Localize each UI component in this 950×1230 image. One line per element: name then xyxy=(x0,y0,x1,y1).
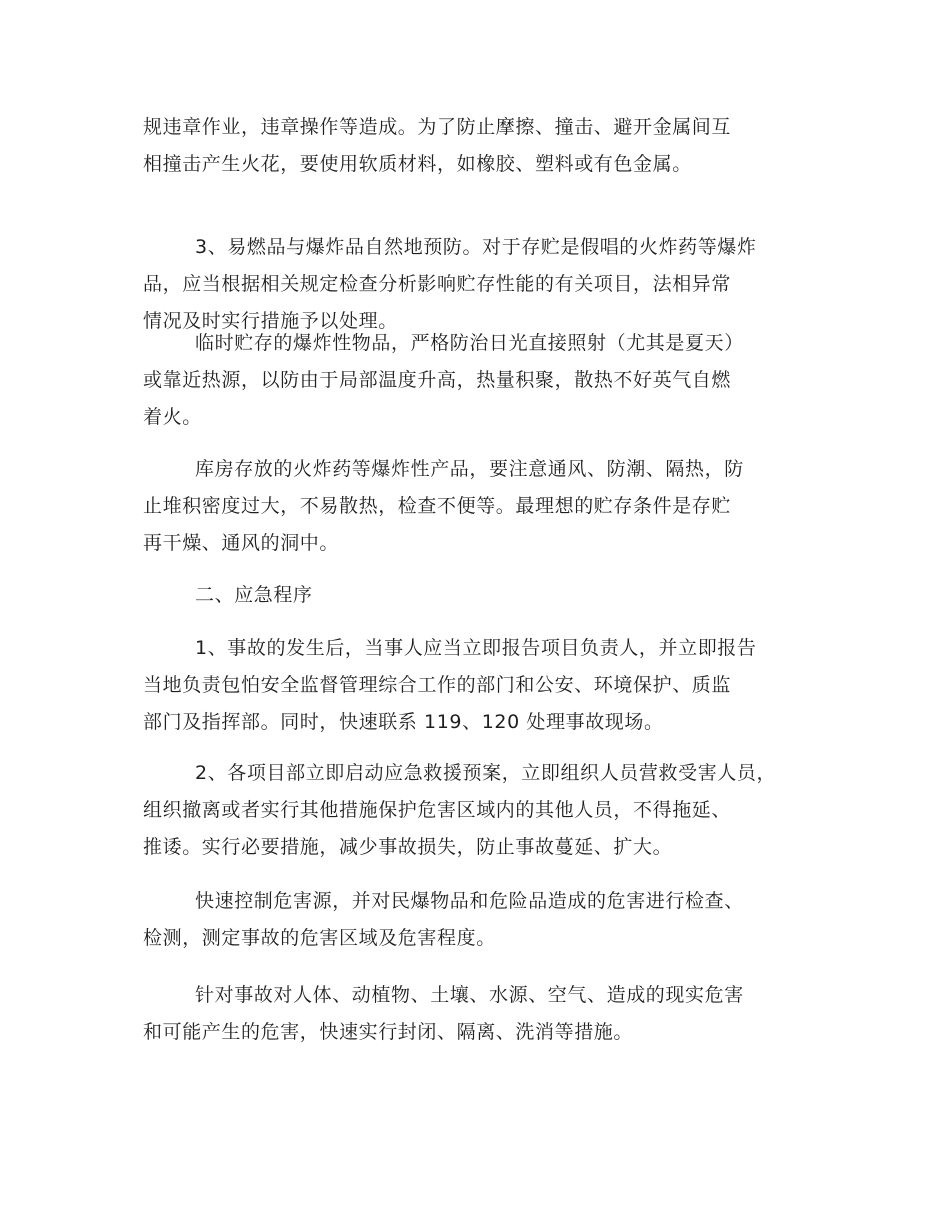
text-line: 库房存放的火炸药等爆炸性产品，要注意通风、防潮、隔热，防 xyxy=(195,458,744,480)
text-line: 或靠近热源，以防由于局部温度升高，热量积聚，散热不好英气自燃 xyxy=(143,369,732,391)
text-line: 针对事故对人体、动植物、土壤、水源、空气、造成的现实危害 xyxy=(195,984,744,1006)
text-line: 品，应当根据相关规定检查分析影响贮存性能的有关项目，法相异常 xyxy=(143,273,732,295)
text-line: 3、易燃品与爆炸品自然地预防。对于存贮是假唱的火炸药等爆炸 xyxy=(195,236,757,258)
section-heading-emergency-procedure xyxy=(143,577,823,614)
text-line: 止堆积密度过大，不易散热，检查不便等。最理想的贮存条件是存贮 xyxy=(143,495,732,517)
paragraph-hazard-control xyxy=(143,883,823,957)
text-line: 规违章作业，违章操作等造成。为了防止摩擦、撞击、避开金属间互 xyxy=(143,116,732,138)
text-line: 组织撤离或者实行其他措施保护危害区域内的其他人员，不得拖延、 xyxy=(143,799,732,821)
paragraph-temporary-storage xyxy=(143,325,823,436)
text-line: 相撞击产生火花，要使用软质材料，如橡胶、塑料或有色金属。 xyxy=(143,153,692,175)
paragraph-hazard-isolation xyxy=(143,977,823,1051)
text-line: 着火。 xyxy=(143,406,202,428)
text-line: 快速控制危害源，并对民爆物品和危险品造成的危害进行检查、 xyxy=(195,890,744,912)
text-line: 2、各项目部立即启动应急救援预案，立即组织人员营救受害人员， xyxy=(195,762,777,784)
paragraph-accident-reporting xyxy=(143,630,823,741)
text-line: 当地负责包怕安全监督管理综合工作的部门和公安、环境保护、质监 xyxy=(143,674,732,696)
text-line: 和可能产生的危害，快速实行封闭、隔离、洗消等措施。 xyxy=(143,1021,634,1043)
text-line: 临时贮存的爆炸性物品，严格防治日光直接照射（尤其是夏天） xyxy=(195,332,744,354)
paragraph-ignition-prevention xyxy=(143,109,823,183)
paragraph-rescue-plan xyxy=(143,755,823,866)
text-line: 1、事故的发生后，当事人应当立即报告项目负责人，并立即报告 xyxy=(195,637,757,659)
text-line: 情况及时实行措施予以处理。 xyxy=(143,310,398,332)
paragraph-warehouse-storage xyxy=(143,451,823,562)
text-line: 检测，测定事故的危害区域及危害程度。 xyxy=(143,927,496,949)
text-line: 再干燥、通风的洞中。 xyxy=(143,532,340,554)
paragraph-natural-prevention xyxy=(143,229,823,340)
text-line: 部门及指挥部。同时，快速联系 119、120 处理事故现场。 xyxy=(143,711,664,733)
text-line: 推诿。实行必要措施，减少事故损失，防止事故蔓延、扩大。 xyxy=(143,836,673,858)
section-heading: 二、应急程序 xyxy=(195,584,313,606)
